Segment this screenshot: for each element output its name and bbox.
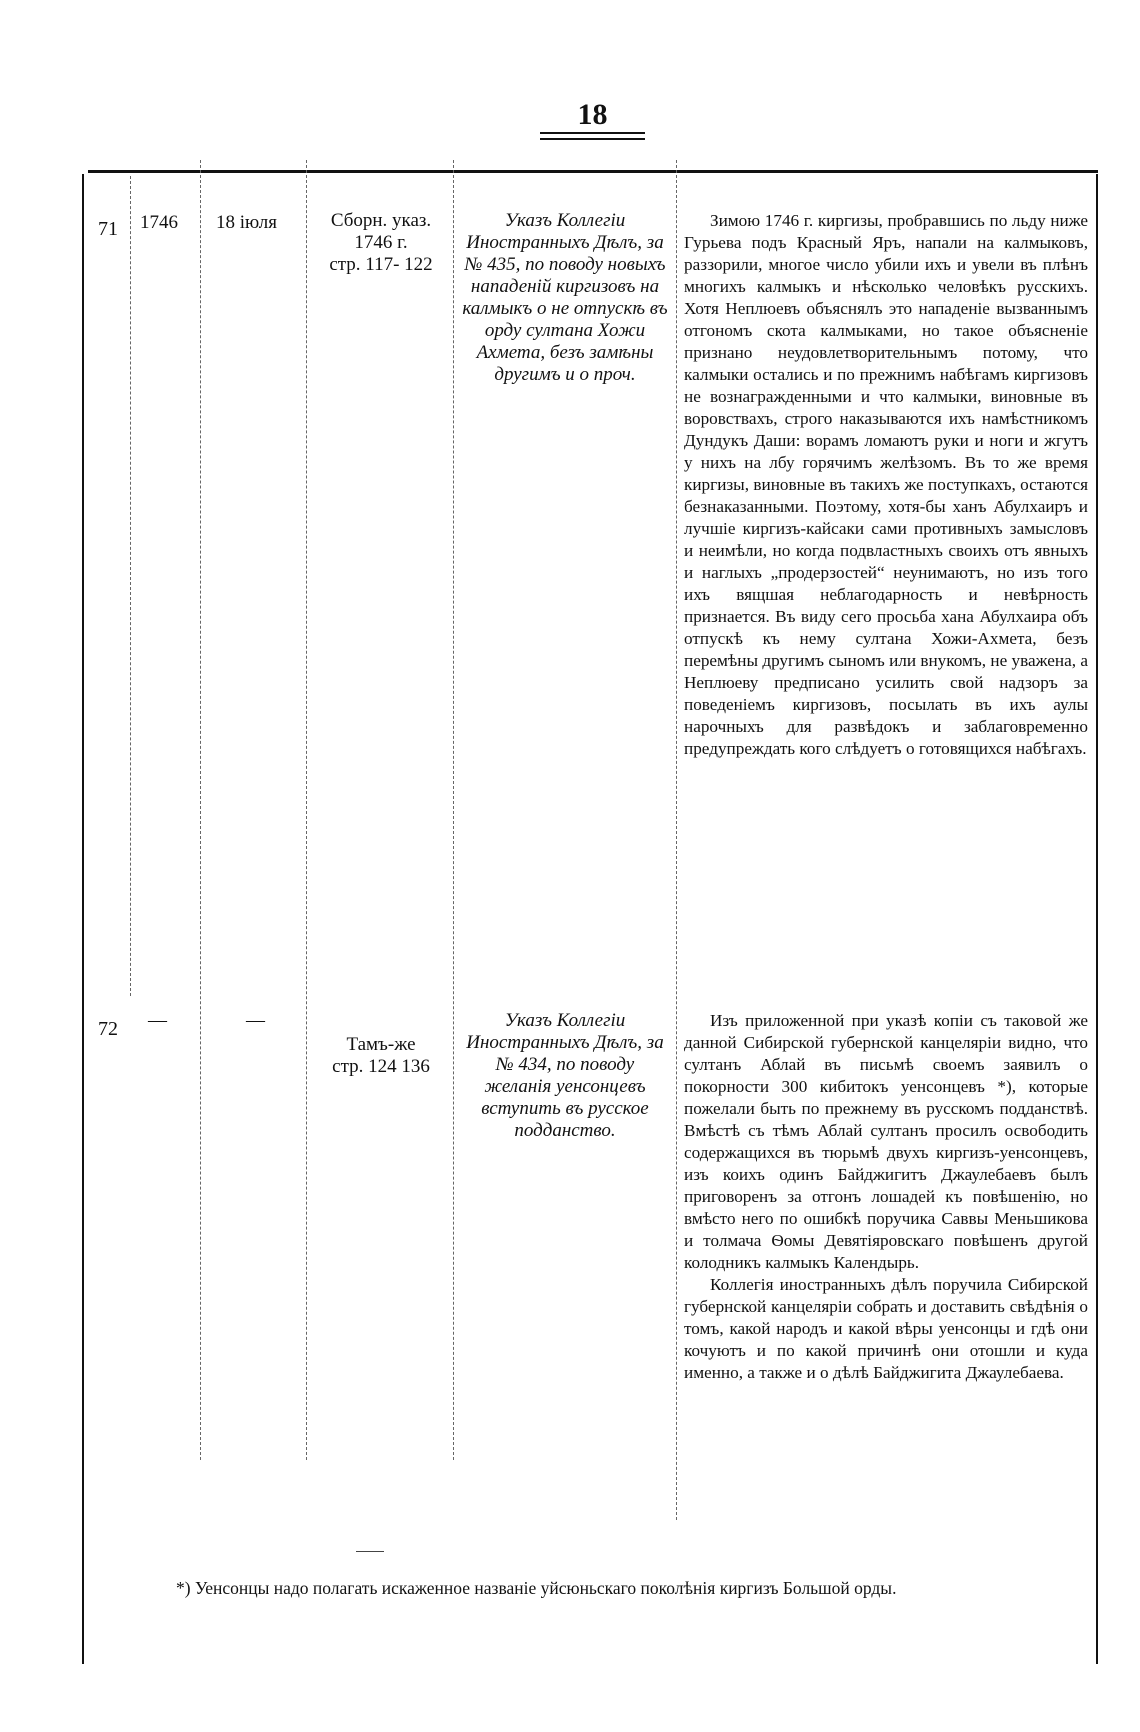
entry-year: 1746 [140,212,178,233]
footnote-separator [356,1551,384,1552]
summary-paragraph: Зимою 1746 г. киргизы, пробравшись по льду ниже Гурьева подъ Красный Яръ, напали на калмыковъ, раззорили, многое число убили ихъ и увели въ плѣнъ многихъ калмыкъ и нѣсколько человѣкъ русскихъ. Хотя Неплюевъ объяснялъ это нападеніе вызваннымъ отгономъ скота калмыками, но такое объясненіе признано неудовлетворительнымъ потому, что калмыки остались и по прежнимъ набѣгамъ киргизовъ не вознагражденными и что калмыки, виновные въ воровствахъ, строго наказываются ихъ намѣстникомъ Дундукъ Даши: ворамъ ломаютъ руки и ноги и жгутъ у нихъ на лбу горячимъ желѣзомъ. Въ то же время киргизы, виновные въ такихъ же поступкахъ, остаются безнаказанными. Поэтому, хотя-бы ханъ Абулхаиръ и лучшіе киргизъ-кайсаки сами противныхъ замысловъ и неимѣли, но когда подвластныхъ своихъ отъ явныхъ и наглыхъ „продерзостей“ неунимаютъ, но изъ того ихъ вящшая неблагодарность и невѣрность признается. Въ виду сего просьба хана Абулхаира объ отпускѣ къ нему султана Хожи-Ахмета, безъ перемѣны другимъ сыномъ или внукомъ, не уважена, а Неплюеву предписано усилить свой надзоръ за поведеніемъ киргизовъ, посылать въ ихъ аулы нарочныхъ для развѣдокъ и заблаговременно предупреждать кого слѣдуетъ о готовящихся набѣгахъ. [684,211,1088,758]
entry-source [308,210,454,276]
column-separator [453,160,454,1460]
entry-date: — [246,1010,265,1031]
entry-year: — [148,1010,167,1031]
entry-summary [684,210,1088,760]
entry-number: 72 [98,1018,118,1040]
column-separator [130,176,131,996]
summary-paragraph: Изъ приложенной при указѣ копіи съ таковой же данной Сибирской губернской канцеляріи видно, что султанъ Аблай въ письмѣ своемъ заявилъ о покорности 300 кибитокъ уенсонцевъ *), которые пожелали быть по прежнему въ русскомъ подданствѣ. Вмѣстѣ съ тѣмъ Аблай султанъ просилъ освободить содержащихся въ тюрьмѣ двухъ киргизъ-уенсонцевъ, изъ коихъ одинъ Байджигитъ Джаулебаевъ былъ приговоренъ за отгонъ лошадей къ повѣшенію, но вмѣсто него по ошибкѣ поручика Саввы Меньшикова и толмача Ѳомы Девятіяровскаго повѣшенъ другой колодникъ калмыкъ Календырь. [684,1011,1088,1272]
column-separator [306,160,307,1460]
source-line: Тамъ-же [346,1034,416,1055]
entry-number: 71 [98,218,118,240]
table-right-border [1096,174,1098,1664]
page-number-rule [540,132,645,134]
entry-title: Указъ Коллегіи Иностранныхъ Дѣлъ, за № 435, по поводу новыхъ нападеній киргизовъ на калмыкъ о не отпускѣ въ орду султана Хожи Ахмета, безъ замѣны другимъ и о проч. [462,210,668,385]
summary-paragraph: Коллегія иностранныхъ дѣлъ поручила Сибирской губернской канцеляріи собрать и доставить свѣдѣнія о томъ, какой народъ и какой вѣры уенсонцы и гдѣ они кочуютъ и по какой причинѣ они отошли и куда именно, а также и о дѣлѣ Байджигита Джаулебаева. [684,1275,1088,1382]
source-line: стр. 117- 122 [329,254,433,275]
column-separator [676,160,677,1520]
page-number: 18 [577,98,608,131]
entry-title: Указъ Коллегіи Иностранныхъ Дѣлъ, за № 434, по поводу желанія уенсонцевъ вступить въ русское подданство. [466,1010,664,1141]
source-line: 1746 г. [354,232,408,253]
table-left-border [82,174,84,1664]
page-number-rule [540,138,645,140]
table-top-rule [88,170,1098,173]
footnote: *) Уенсонцы надо полагать искаженное названіе уйсюньскаго поколѣнія киргизъ Большой орды. [176,1578,897,1598]
entry-date: 18 іюля [216,212,277,233]
source-line: стр. 124 136 [332,1056,430,1077]
entry-summary [684,1010,1088,1384]
column-separator [200,160,201,1460]
entry-source [308,1034,454,1078]
source-line: Сборн. указ. [330,210,432,231]
